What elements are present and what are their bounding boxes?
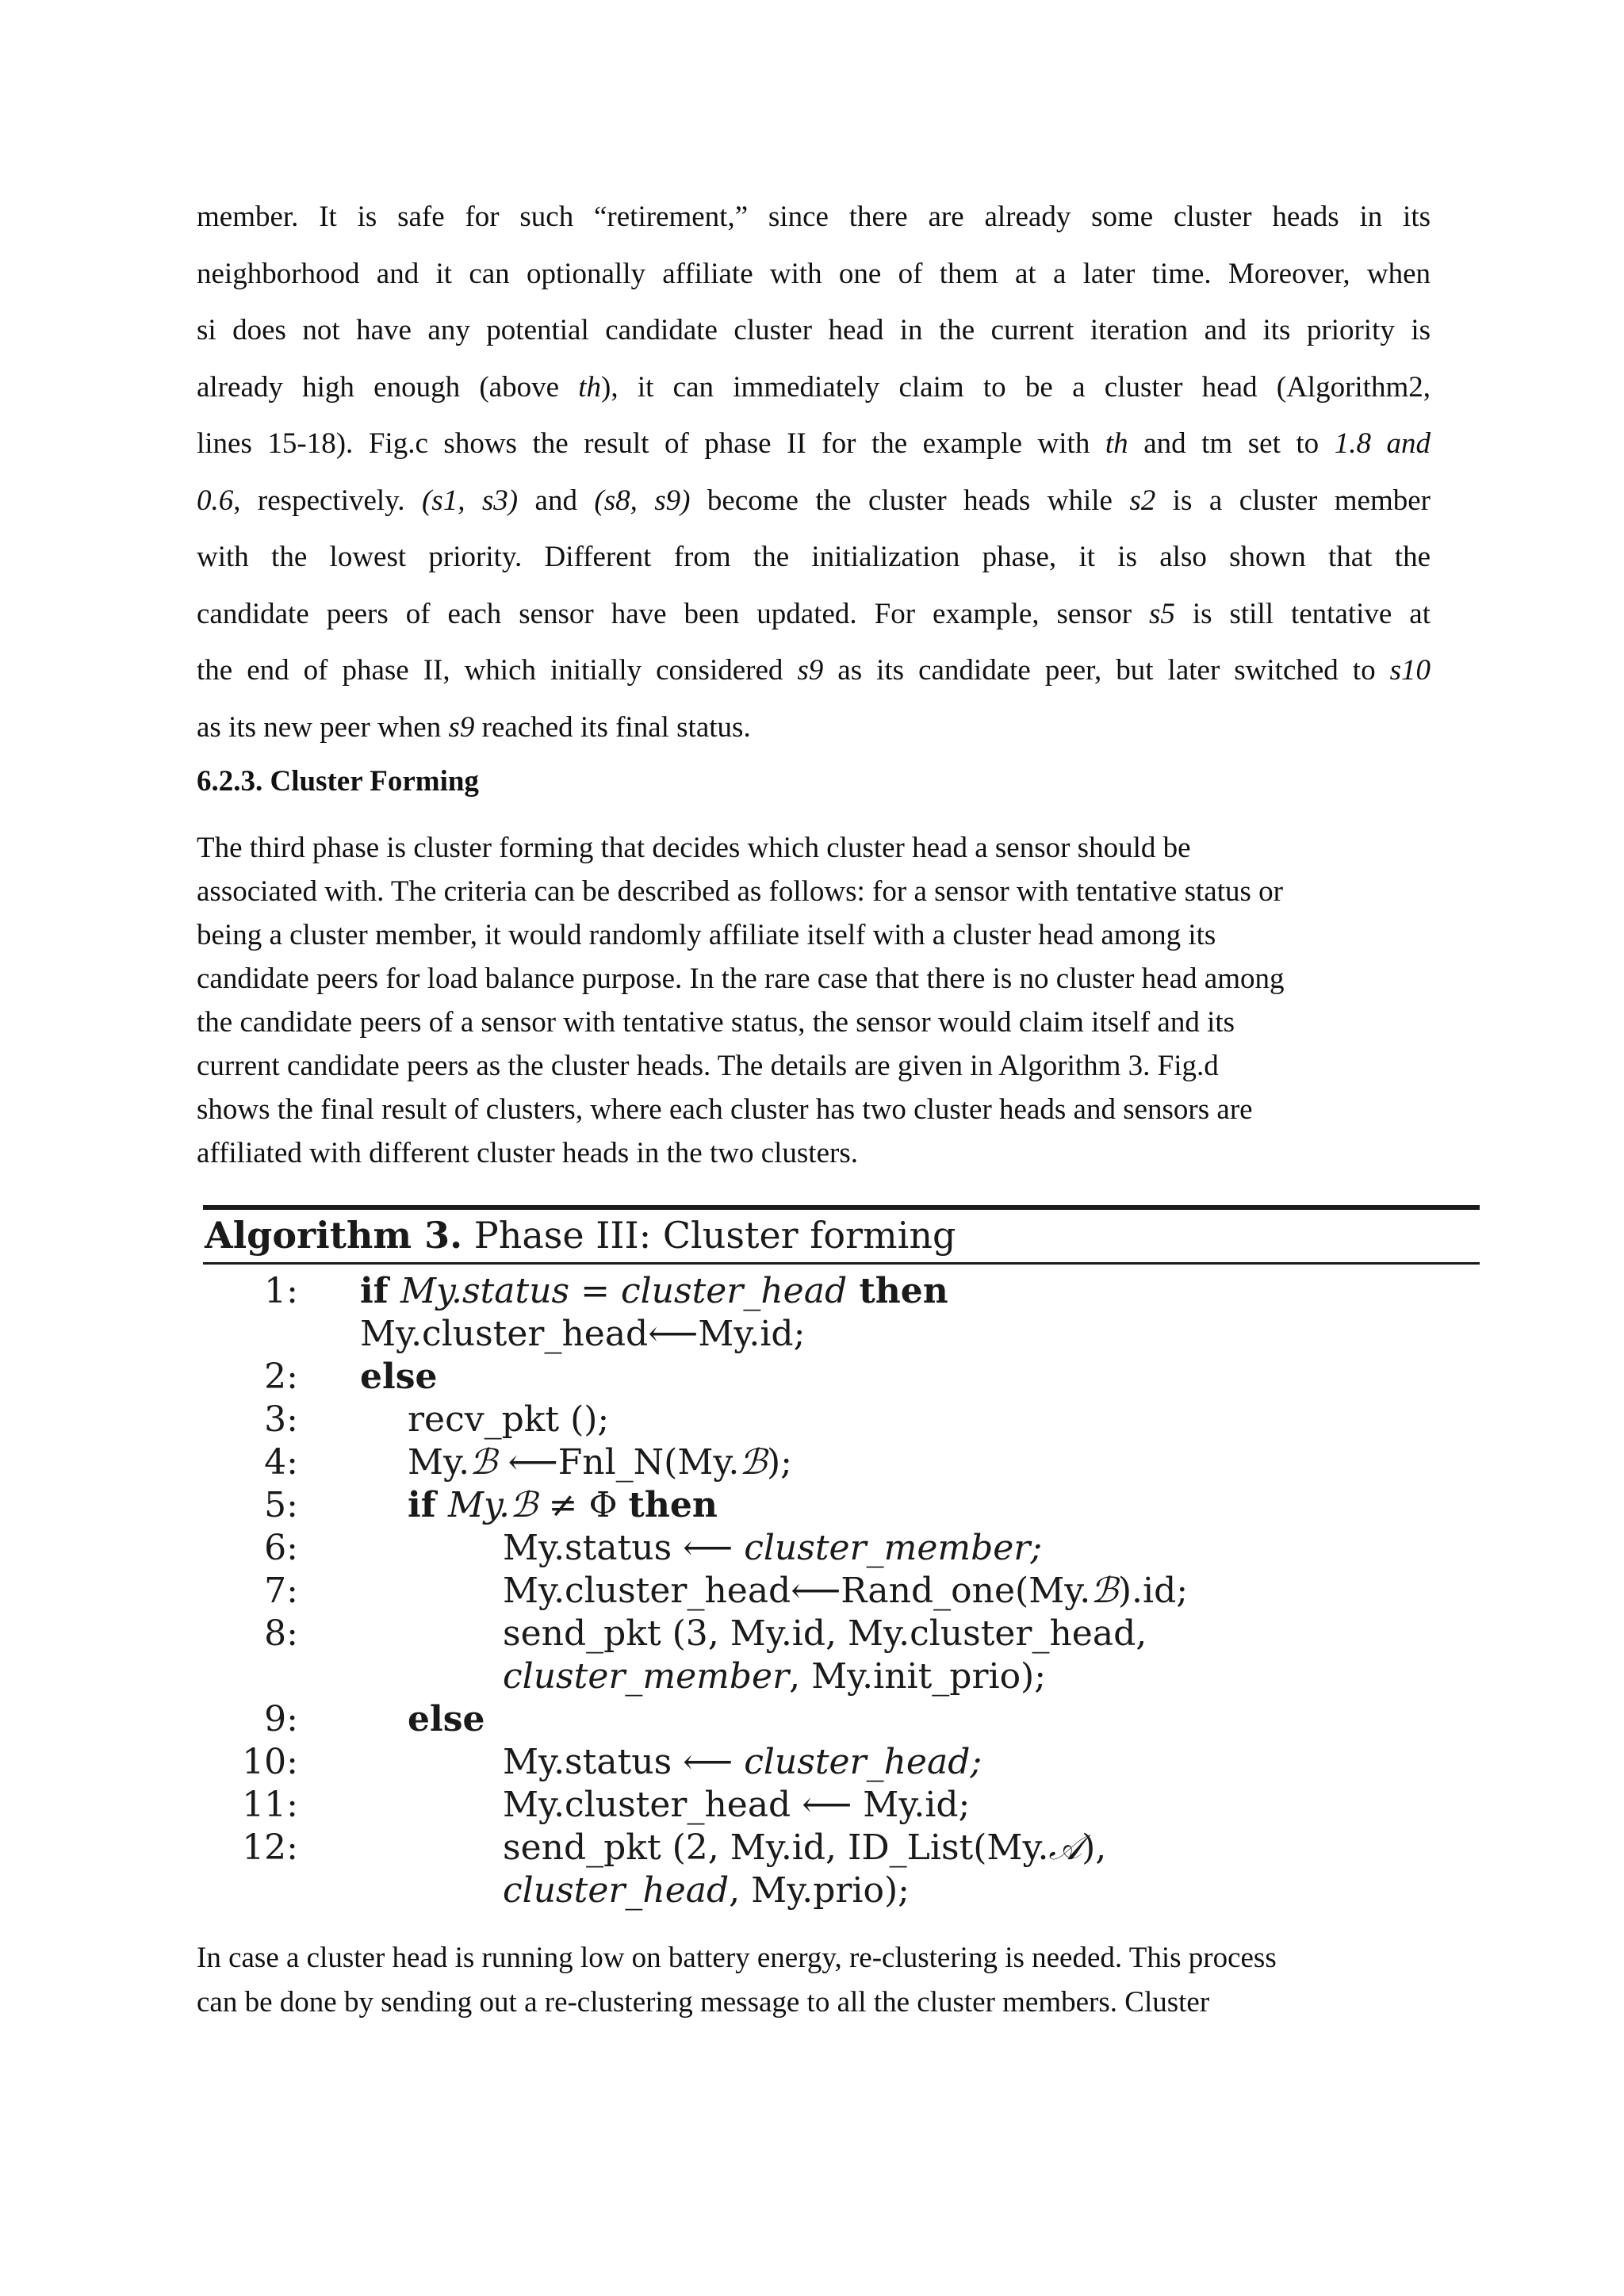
algorithm-token: My.status ⟵ [503, 1742, 745, 1782]
algorithm-line [203, 1527, 1480, 1570]
text-line: candidate peers of each sensor have been updated. For example, sensor s5 is still tentative at [197, 597, 1431, 630]
algorithm-token: send_pkt (2, My.id, ID_List(My. [503, 1827, 1049, 1868]
paragraph-reclustering [197, 1936, 1431, 2025]
text-line: affiliated with different cluster heads in the two clusters. [197, 1137, 858, 1169]
text-line: already high enough (above th), it can immediately claim to be a cluster head (Algorithm2, [197, 370, 1431, 404]
text-line: the end of phase II, which initially considered s9 as its candidate peer, but later switched to s10 [197, 654, 1431, 687]
algorithm-token: then [847, 1271, 948, 1311]
algorithm-line [203, 1698, 1480, 1741]
algorithm-token: ⟵Fnl_N(My. [496, 1442, 740, 1483]
algorithm-line-code [503, 1655, 1046, 1698]
text-line: lines 15-18). Fig.c shows the result of phase II for the example with th and tm set to 1.8 and [197, 427, 1431, 460]
algorithm-token: if [360, 1271, 400, 1311]
text-line: being a cluster member, it would randomly affiliate itself with a cluster head among its [197, 919, 1216, 951]
algorithm-token: , My.init_prio); [789, 1656, 1047, 1697]
text-line: In case a cluster head is running low on battery energy, re-clustering is needed. This process [197, 1942, 1277, 1974]
algorithm-token: recv_pkt (); [408, 1399, 610, 1440]
algorithm-token: ); [766, 1442, 792, 1483]
algorithm-box [203, 1205, 1480, 1911]
algorithm-line-code [360, 1270, 948, 1313]
algorithm-line [203, 1784, 1480, 1827]
algorithm-token: My.status ⟵ [503, 1528, 745, 1568]
text-line: si does not have any potential candidate cluster head in the current iteration and its priority is [197, 314, 1431, 346]
algorithm-title-rule [203, 1262, 1480, 1265]
algorithm-token: , My.prio); [729, 1870, 910, 1911]
algorithm-line-code [503, 1613, 1147, 1655]
algorithm-token: ), [1082, 1827, 1107, 1868]
algorithm-line [203, 1741, 1480, 1784]
algorithm-token: send_pkt (3, My.id, My.cluster_head, [503, 1613, 1147, 1654]
algorithm-token: cluster_member [503, 1656, 790, 1697]
algorithm-line-number: 4: [264, 1442, 298, 1483]
text-line: the candidate peers of a sensor with tentative status, the sensor would claim itself and its [197, 1006, 1235, 1039]
paragraph-cluster-forming [197, 826, 1431, 1175]
algorithm-token: 𝒜 [1048, 1827, 1082, 1868]
text-line: associated with. The criteria can be described as follows: for a sensor with tentative status or [197, 875, 1283, 908]
text-line: current candidate peers as the cluster heads. The details are given in Algorithm 3. Fig.d [197, 1050, 1219, 1082]
algorithm-line [203, 1399, 1480, 1441]
algorithm-token: ≠ Φ [537, 1485, 629, 1525]
algorithm-line-code [408, 1441, 792, 1484]
algorithm-line-code [360, 1313, 805, 1356]
text-line: 0.6, respectively. (s1, s3) and (s8, s9) become the cluster heads while s2 is a cluster member [197, 484, 1431, 517]
text-line: shows the final result of clusters, where each cluster has two cluster heads and sensors are [197, 1093, 1253, 1126]
paragraph-phase-two-result [197, 189, 1431, 756]
text-line: member. It is safe for such “retirement,” since there are already some cluster heads in its [197, 201, 1431, 233]
algorithm-token: cluster_head; [744, 1742, 982, 1782]
text-line: as its new peer when s9 reached its final status. [197, 710, 751, 744]
algorithm-line-code [408, 1484, 718, 1527]
algorithm-line [203, 1441, 1480, 1484]
algorithm-line-number: 9: [264, 1699, 298, 1739]
algorithm-title: Algorithm 3. Phase III: Cluster forming [205, 1214, 956, 1257]
algorithm-line-code [503, 1527, 1042, 1570]
algorithm-token: else [360, 1357, 438, 1397]
algorithm-token: ℬ [739, 1442, 767, 1483]
algorithm-line-number: 7: [264, 1571, 298, 1611]
algorithm-token: ).id; [1117, 1571, 1189, 1611]
algorithm-token: if [408, 1485, 448, 1525]
algorithm-line-code [408, 1399, 609, 1441]
algorithm-line-number: 6: [264, 1528, 298, 1568]
algorithm-line-code [408, 1698, 485, 1741]
algorithm-line-code [360, 1356, 437, 1399]
algorithm-token: ℬ [1090, 1571, 1118, 1611]
algorithm-token: My.status = cluster_head [400, 1271, 848, 1311]
algorithm-line [203, 1270, 1480, 1313]
algorithm-token: My.ℬ [447, 1485, 538, 1525]
text-line: with the lowest priority. Different from the initialization phase, it is also shown that the [197, 541, 1431, 573]
algorithm-line-number: 11: [242, 1785, 298, 1825]
algorithm-line-number: 8: [264, 1613, 298, 1654]
text-line: neighborhood and it can optionally affiliate with one of them at a later time. Moreover, when [197, 257, 1431, 290]
algorithm-line-number: 1: [264, 1271, 298, 1311]
algorithm-line [203, 1313, 1480, 1356]
algorithm-line-code [503, 1869, 910, 1912]
algorithm-line [203, 1613, 1480, 1655]
text-line: candidate peers for load balance purpose. In the rare case that there is no cluster head among [197, 962, 1285, 995]
algorithm-line [203, 1484, 1480, 1527]
text-line: The third phase is cluster forming that decides which cluster head a sensor should be [197, 832, 1191, 864]
algorithm-line-code [503, 1570, 1188, 1613]
algorithm-token: My. [408, 1442, 470, 1483]
algorithm-token: My.cluster_head⟵Rand_one(My. [503, 1571, 1091, 1611]
algorithm-token: My.cluster_head⟵My.id; [360, 1314, 806, 1354]
algorithm-token: then [628, 1485, 718, 1525]
algorithm-line [203, 1655, 1480, 1698]
algorithm-line-number: 5: [264, 1485, 298, 1525]
algorithm-token: ℬ [469, 1442, 497, 1483]
text-line: can be done by sending out a re-clustering message to all the cluster members. Cluster [197, 1986, 1210, 2019]
algorithm-token: cluster_head [503, 1870, 730, 1911]
algorithm-line [203, 1869, 1480, 1912]
algorithm-line-code [503, 1827, 1106, 1869]
algorithm-line-code [503, 1784, 970, 1827]
algorithm-line [203, 1827, 1480, 1869]
algorithm-line-number: 12: [242, 1827, 298, 1868]
algorithm-token: else [408, 1699, 485, 1739]
algorithm-line-number: 3: [264, 1399, 298, 1440]
algorithm-token: My.cluster_head ⟵ My.id; [503, 1785, 971, 1825]
algorithm-line [203, 1570, 1480, 1613]
section-heading: 6.2.3. Cluster Forming [197, 765, 479, 798]
algorithm-token: cluster_member; [744, 1528, 1043, 1568]
algorithm-top-rule [203, 1205, 1480, 1210]
algorithm-line-number: 2: [264, 1357, 298, 1397]
algorithm-line-code [503, 1741, 982, 1784]
algorithm-line [203, 1356, 1480, 1399]
algorithm-line-number: 10: [242, 1742, 298, 1782]
